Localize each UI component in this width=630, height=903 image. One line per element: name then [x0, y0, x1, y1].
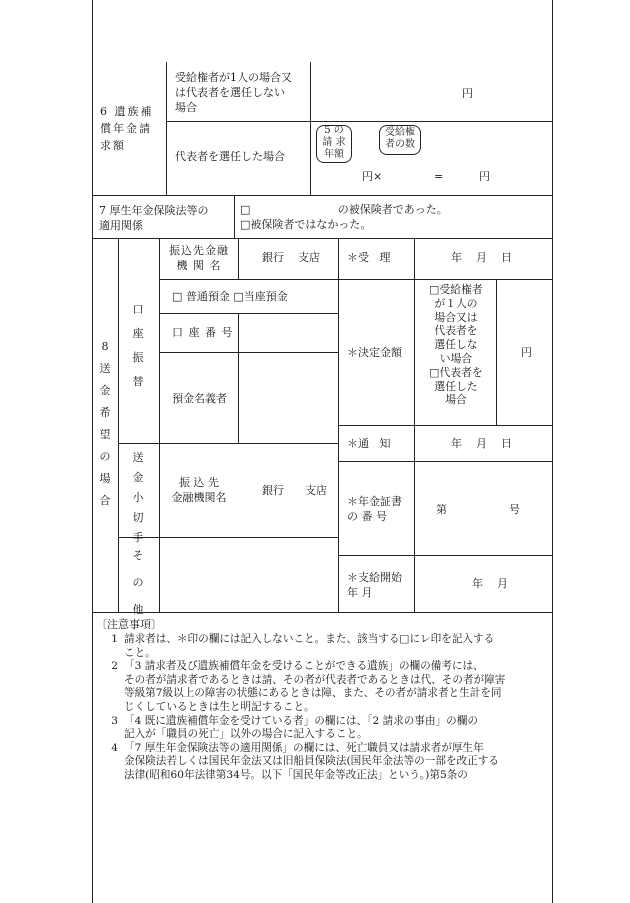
certificate-go: 号 [509, 503, 520, 516]
furikomi-bank-label: 振 込 先 金融機関名 [171, 476, 227, 504]
account-holder-label: 預金名義者 [172, 392, 227, 405]
row2-label: 代表者を選任した場合 [175, 150, 285, 163]
certificate-dai: 第 [436, 503, 447, 516]
note-number: 1 [111, 633, 118, 645]
decided-amount-options[interactable]: □受給権者 が１人の 場合又は 代表者を 選任しな い場合 □代表者を 選任した 場合 [429, 283, 483, 407]
section6-label: 6 遺族補 償年金請 求額 [100, 105, 154, 152]
furikomi-bank-field[interactable]: 銀行 支店 [262, 484, 327, 497]
receipt-label: ＊受 理 [347, 251, 391, 264]
bank-name-label: 振込先金融 機 関 名 [169, 244, 229, 272]
left-margin-rule [92, 0, 93, 903]
sonota-label: そ の 他 [132, 549, 144, 616]
note-number: 2 [111, 660, 118, 673]
note-number: 4 [111, 741, 118, 754]
decided-amount-yen: 円 [521, 346, 532, 359]
row1-label: 受給権者が1人の場合又 は代表者を選任しない 場合 [175, 71, 292, 114]
formula-equals: = [434, 170, 444, 183]
sonota-field[interactable] [160, 538, 337, 611]
kouza-furikae-label: 口 座 振 替 [132, 303, 144, 388]
note-item [102, 660, 538, 714]
bracket-a-text: 5 の 請 求 年額 [322, 125, 346, 160]
note-item [102, 633, 538, 660]
formula-yen-times: 円× [362, 170, 383, 183]
bracket-b-text: 受給権 者の数 [385, 127, 415, 150]
payment-start-value: 年 月 [472, 577, 508, 590]
account-number-label: 口 座 番 号 [172, 326, 234, 339]
account-number-field[interactable] [239, 314, 337, 351]
note-text: 「4 既に遺族補償年金を受けている者」の欄には、「2 請求の事由」の欄の 記入が「職員の死亡」以外の場合に記入すること。 [124, 714, 478, 741]
kogitte-label: 送 金 小 切 手 [132, 451, 144, 544]
payment-start-label: ＊支給開始 年 月 [347, 571, 402, 599]
notes-heading: 〔注意事項〕 [96, 618, 162, 631]
note-item [102, 715, 538, 742]
notice-date: 年 月 日 [451, 437, 512, 450]
account-holder-field[interactable] [239, 353, 337, 442]
right-margin-rule [552, 0, 553, 903]
section7-label: 7 厚生年金保険法等の 適用関係 [99, 204, 209, 232]
formula-yen: 円 [479, 170, 490, 183]
deposit-type-options[interactable]: □ 普通預金 □当座預金 [172, 290, 288, 303]
receipt-date: 年 月 日 [451, 251, 512, 264]
bank-name-field[interactable]: 銀行 支店 [262, 251, 320, 264]
note-text: 「3 請求者及び遺族補償年金を受けることができる遺族」の欄の備考には、 その者が請求者であるときは請、その者が代表者であるときは代、その者が障害 等級第7級以上の障害の状態にあるときは障、また、その者が請求者と生計を同 じくしているときは生と明記すること。 [124, 660, 506, 713]
note-item [102, 742, 538, 783]
note-number: 3 [111, 714, 118, 727]
notes-list [102, 633, 538, 783]
note-text: 「7 厚生年金保険法等の適用関係」の欄には、死亡職員又は請求者が厚生年 金保険法若しくは国民年金法又は旧船員保険法(国民年金法等の一部を改正する 法律(昭和60年法律第34号。以下「国民年金等改正法」という。)第5条の [124, 741, 499, 781]
certificate-number-label: ＊年金証書 の 番 号 [347, 495, 402, 523]
section8-label: 8 送 金 希 望 の 場 合 [99, 340, 111, 507]
section7-option-insured[interactable]: □ の被保険者であった。 [240, 203, 448, 216]
notice-label: ＊通 知 [347, 437, 391, 450]
section7-option-not-insured[interactable]: □被保険者ではなかった。 [240, 218, 372, 231]
row1-yen: 円 [462, 87, 473, 100]
note-text: 請求者は、＊印の欄には記入しないこと。また、該当する□にレ印を記入する こと。 [124, 633, 495, 659]
decided-amount-label: ＊決定金額 [347, 346, 402, 359]
